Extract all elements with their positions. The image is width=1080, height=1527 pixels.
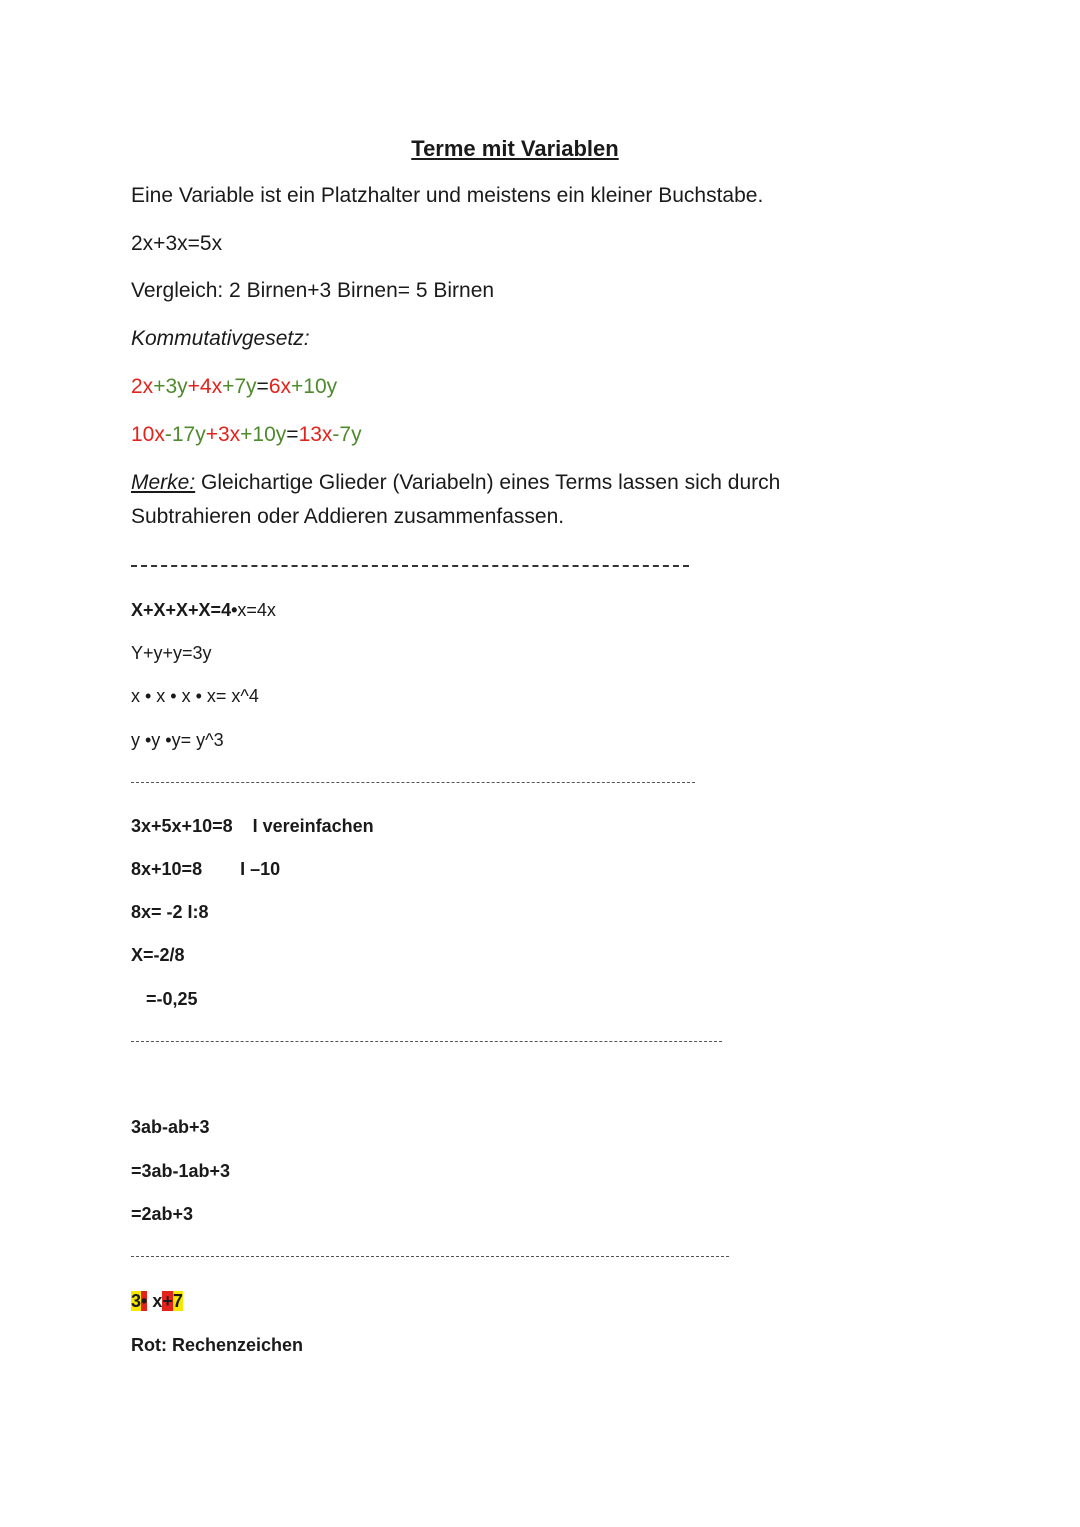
- term-x: 13x: [298, 423, 333, 446]
- number-highlight: 7: [172, 1291, 183, 1311]
- comparison-text: Vergleich: 2 Birnen+3 Birnen= 5 Birnen: [131, 279, 495, 302]
- operation: I vereinfachen: [252, 816, 374, 836]
- equation-step-2: [131, 860, 280, 878]
- term-x: +3x: [205, 423, 241, 446]
- operator-highlight: +: [162, 1291, 173, 1311]
- separator: [131, 1256, 729, 1257]
- repeated-addition-x: [131, 601, 276, 619]
- commutative-equation-2: [131, 424, 362, 445]
- repeated-addition-y: Y+y+y=3y: [131, 643, 212, 663]
- commutative-equation-1: [131, 376, 337, 397]
- merke-text-1: Gleichartige Glieder (Variabeln) eines Terms lassen sich durch: [195, 471, 781, 494]
- separator: [131, 1041, 722, 1042]
- term-y: -7y: [332, 423, 362, 446]
- term-y: -17y: [164, 423, 206, 446]
- highlighted-term: [131, 1292, 183, 1310]
- rest-part: x=4x: [237, 600, 276, 620]
- power-x: x • x • x • x= x^4: [131, 686, 259, 706]
- commutative-heading: Kommutativgesetz:: [131, 327, 310, 350]
- bold-part: X+X+X+X=4•: [131, 600, 238, 620]
- equation-step-5: =-0,25: [146, 989, 198, 1009]
- term-x: 10x: [131, 423, 165, 446]
- term-y: +3y: [153, 375, 188, 398]
- page-title: Terme mit Variablen: [411, 136, 619, 161]
- legend-caption: Rot: Rechenzeichen: [131, 1335, 304, 1355]
- power-y: y •y •y= y^3: [131, 730, 224, 750]
- term-step-2: =3ab-1ab+3: [131, 1161, 231, 1181]
- example-equation: 2x+3x=5x: [131, 232, 223, 255]
- variable: x: [147, 1291, 163, 1311]
- intro-text: Eine Variable ist ein Platzhalter und meistens ein kleiner Buchstabe.: [131, 184, 764, 207]
- term-x: +4x: [187, 375, 223, 398]
- merke-text-2: Subtrahieren oder Addieren zusammenfassen.: [131, 505, 565, 528]
- equals-sign: =: [256, 375, 269, 398]
- term-x: 6x: [268, 375, 291, 398]
- equation-step-1: [131, 817, 374, 835]
- term-y: +7y: [222, 375, 257, 398]
- merke-note: [131, 472, 780, 493]
- merke-label: Merke:: [131, 471, 196, 494]
- separator: [131, 782, 695, 783]
- equation: 3x+5x+10=8: [131, 816, 233, 836]
- term-step-3: =2ab+3: [131, 1204, 194, 1224]
- operation: I –10: [240, 859, 281, 879]
- term-step-1: 3ab-ab+3: [131, 1117, 210, 1137]
- term-y: +10y: [240, 423, 287, 446]
- term-x: 2x: [131, 375, 154, 398]
- number-highlight: 3: [131, 1291, 142, 1311]
- term-y: +10y: [291, 375, 338, 398]
- equation-step-3: 8x= -2 I:8: [131, 902, 209, 922]
- equation-step-4: X=-2/8: [131, 945, 185, 965]
- equals-sign: =: [286, 423, 299, 446]
- equation: 8x+10=8: [131, 859, 203, 879]
- operator-highlight: •: [141, 1291, 148, 1311]
- separator: [131, 565, 689, 567]
